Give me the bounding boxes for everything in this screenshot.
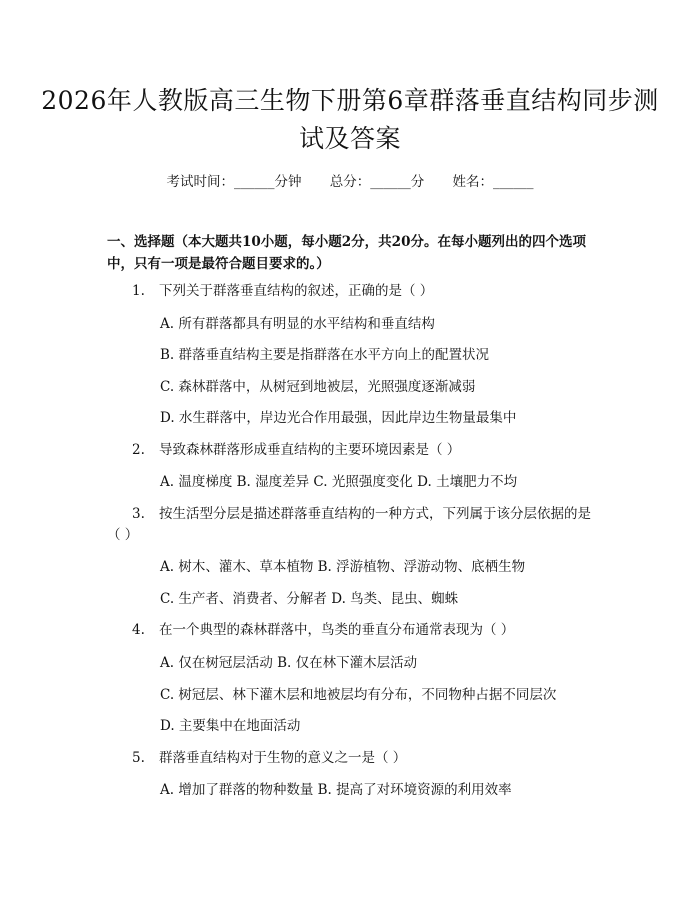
question-1 xyxy=(132,281,433,301)
question-number: 5. xyxy=(132,750,145,766)
question-text: 下列关于群落垂直结构的叙述，正确的是（ ） xyxy=(159,283,434,299)
question-1-option-d: D. 水生群落中，岸边光合作用最强，因此岸边生物量最集中 xyxy=(160,410,517,426)
question-number: 3. xyxy=(132,506,145,522)
total-score-field: 总分：______分 xyxy=(329,174,425,190)
question-number: 1. xyxy=(132,283,145,299)
question-1-option-a: A. 所有群落都具有明显的水平结构和垂直结构 xyxy=(160,316,435,332)
question-2-options: A. 温度梯度 B. 湿度差异 C. 光照强度变化 D. 土壤肥力不均 xyxy=(160,474,518,490)
question-number: 4. xyxy=(132,622,145,638)
question-number: 2. xyxy=(132,442,145,458)
question-text: 按生活型分层是描述群落垂直结构的一种方式，下列属于该分层依据的是 xyxy=(159,506,591,522)
question-5 xyxy=(132,748,406,768)
question-3-continuation: （ ） xyxy=(107,527,139,543)
section-heading: 一、选择题（本大题共10小题，每小题2分，共20分。在每小题列出的四个选项中，只有一项是最符合题目要求的。） xyxy=(107,234,586,272)
question-text: 群落垂直结构对于生物的意义之一是（ ） xyxy=(159,750,407,766)
question-4-options-ab: A. 仅在树冠层活动 B. 仅在林下灌木层活动 xyxy=(160,655,418,671)
question-5-options-ab: A. 增加了群落的物种数量 B. 提高了对环境资源的利用效率 xyxy=(160,782,512,798)
question-1-option-b: B. 群落垂直结构主要是指群落在水平方向上的配置状况 xyxy=(160,347,490,363)
question-3-options-ab: A. 树木、灌木、草本植物 B. 浮游植物、浮游动物、底栖生物 xyxy=(160,559,526,575)
question-3 xyxy=(132,504,591,524)
question-4 xyxy=(132,620,514,640)
question-3-options-cd: C. 生产者、消费者、分解者 D. 鸟类、昆虫、蜘蛛 xyxy=(160,591,459,607)
student-name-field: 姓名：______ xyxy=(452,174,534,190)
question-4-option-d: D. 主要集中在地面活动 xyxy=(160,718,301,734)
question-4-option-c: C. 树冠层、林下灌木层和地被层均有分布，不同物种占据不同层次 xyxy=(160,687,557,703)
question-text: 在一个典型的森林群落中，鸟类的垂直分布通常表现为（ ） xyxy=(159,622,515,638)
question-2 xyxy=(132,440,460,460)
exam-meta xyxy=(0,170,700,190)
exam-time-field: 考试时间：______分钟 xyxy=(166,174,302,190)
page-title: 2026年人教版高三生物下册第6章群落垂直结构同步测试及答案 xyxy=(41,86,659,153)
question-text: 导致森林群落形成垂直结构的主要环境因素是（ ） xyxy=(159,442,461,458)
question-1-option-c: C. 森林群落中，从树冠到地被层，光照强度逐渐减弱 xyxy=(160,379,476,395)
